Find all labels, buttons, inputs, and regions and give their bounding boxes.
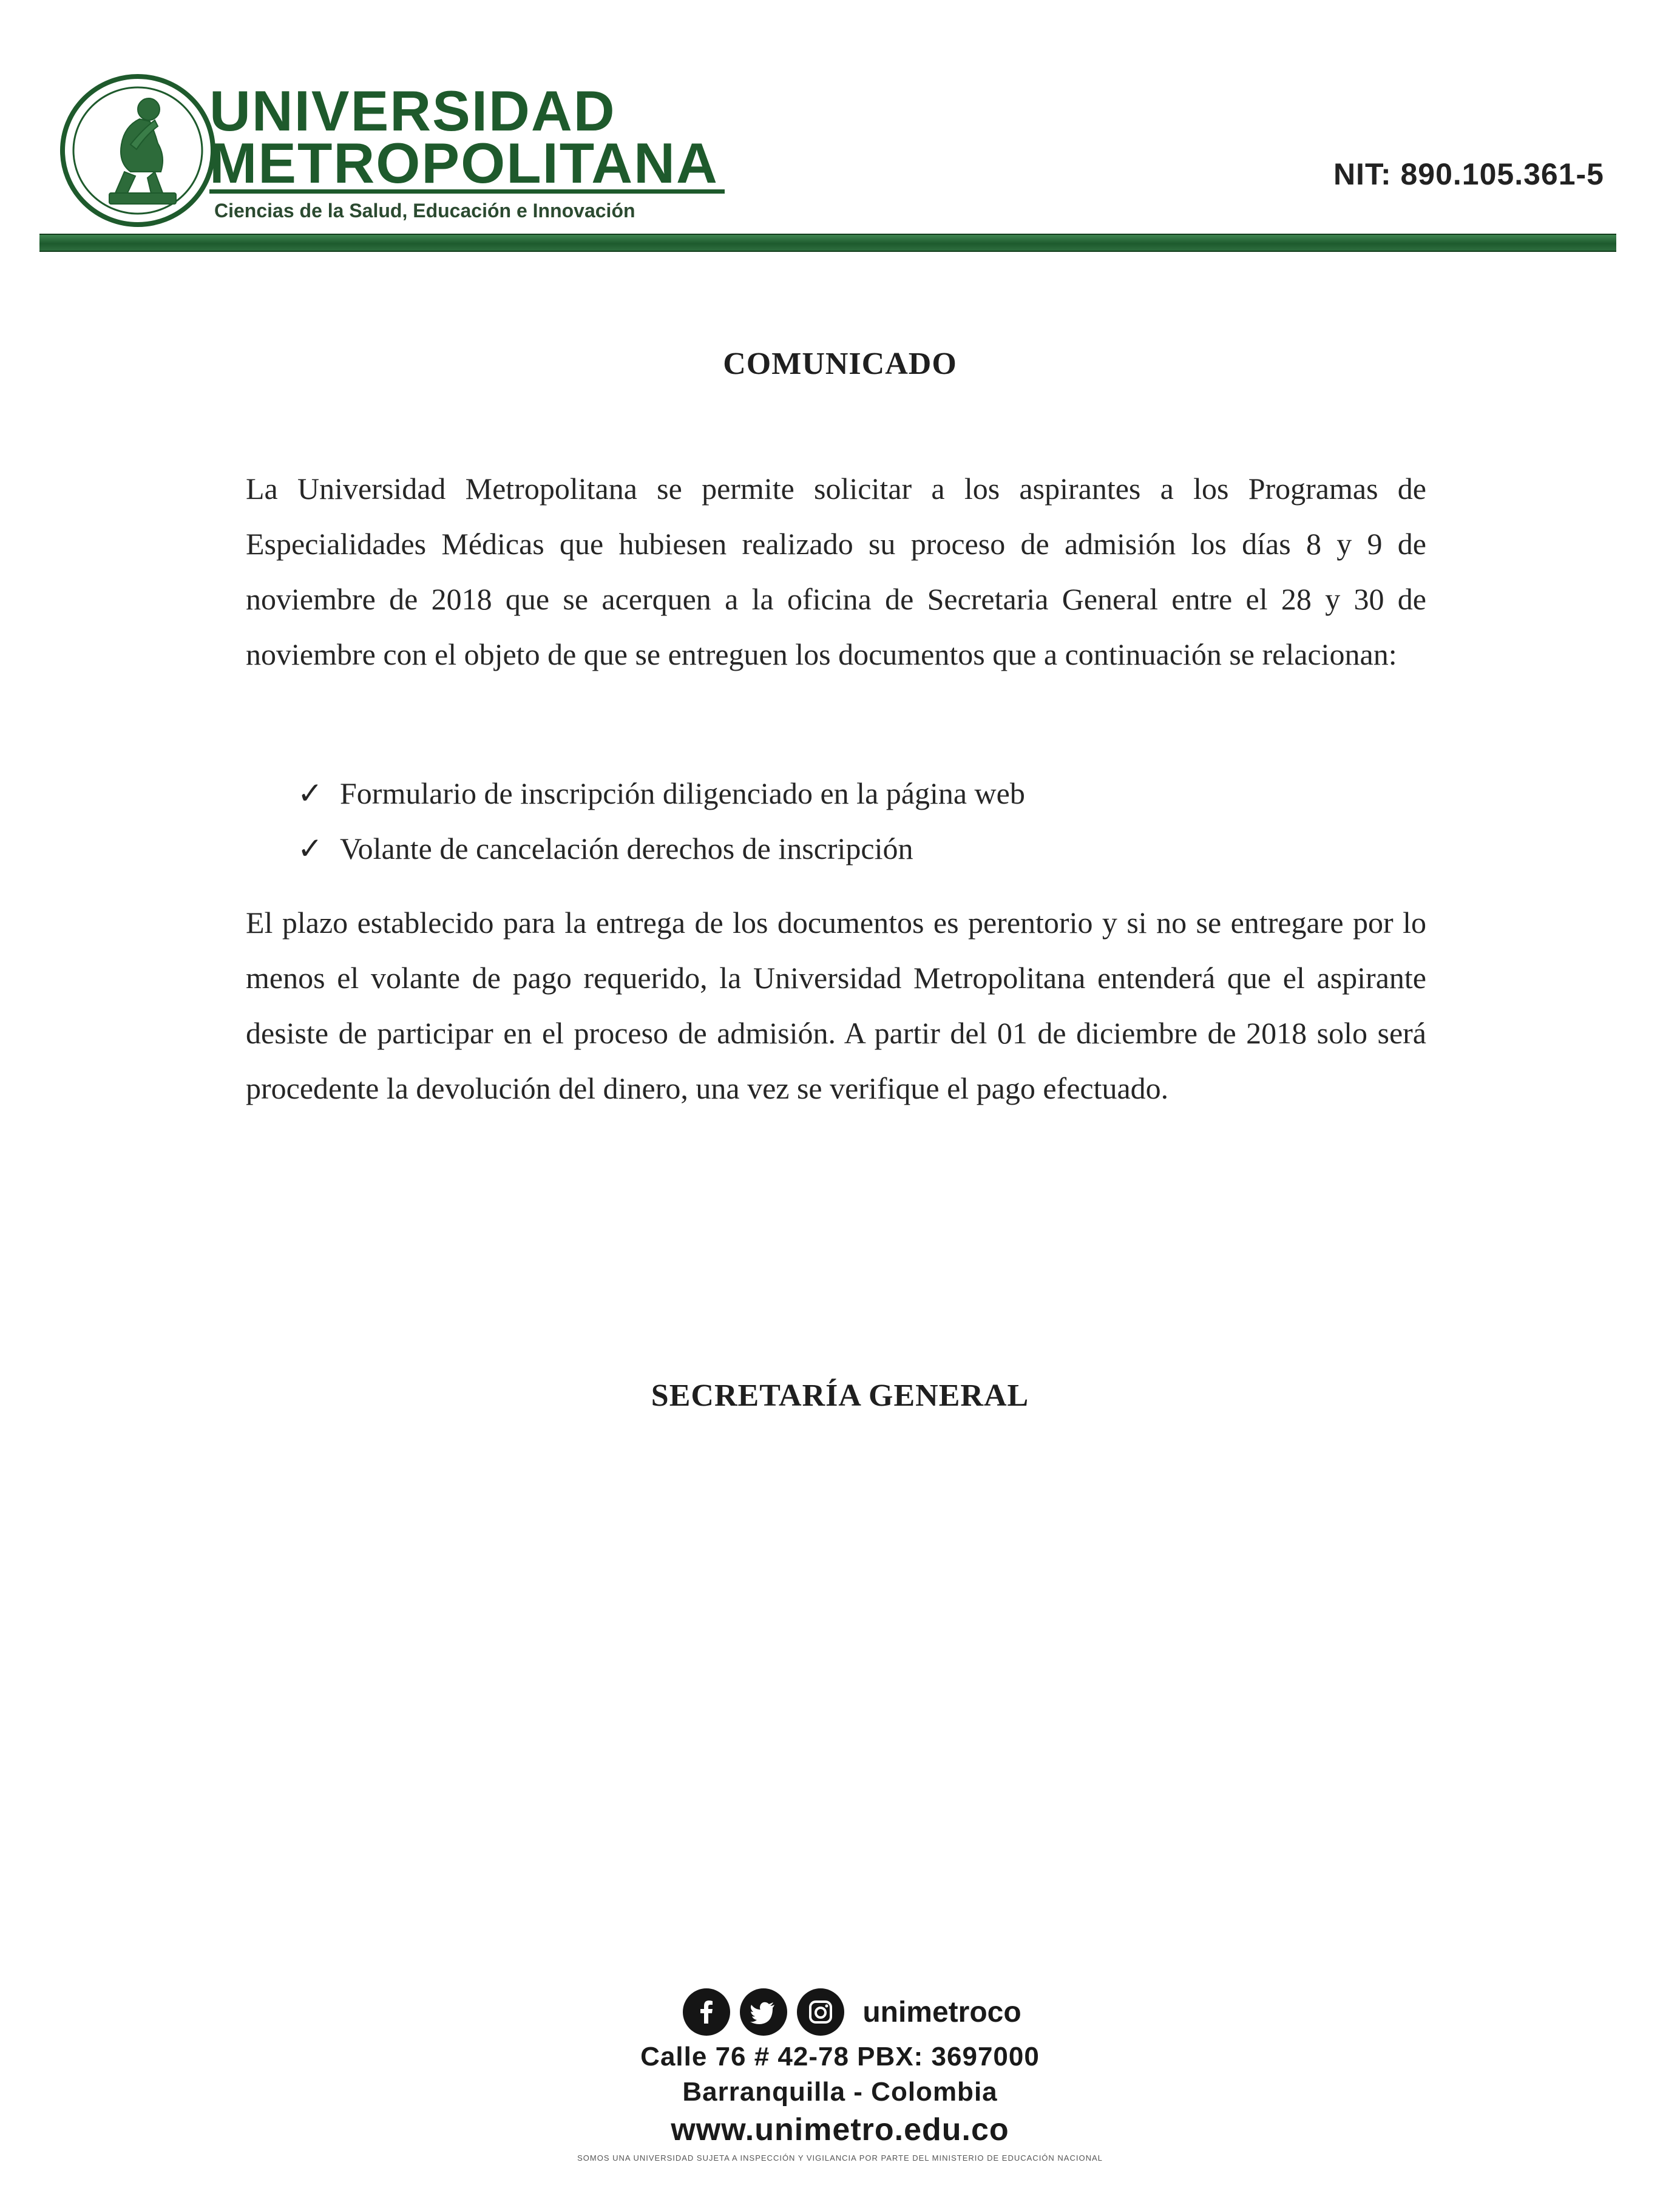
signature-block: SECRETARÍA GENERAL: [651, 1378, 1029, 1413]
list-item: [297, 821, 1025, 876]
checkmark-icon: ✓: [297, 832, 323, 866]
letterhead: [0, 0, 1680, 255]
social-links: [24, 1985, 1680, 2039]
body-paragraph-1: La Universidad Metropolitana se permite solicitar a los aspirantes a los Programas de Especialidades Médicas que hubiesen realizado su proceso de admisión los días 8 y 9 de noviembre de 2018 que se acerquen a la oficina de Secretaria General entre el 28 y 30 de noviembre con el objeto de que se entreguen los documentos que a continuación se relacionan:: [246, 472, 1426, 671]
list-item-text: Formulario de inscripción diligenciado en la página web: [340, 776, 1025, 810]
website-link[interactable]: www.unimetro.edu.co: [671, 2112, 1009, 2147]
instagram-icon[interactable]: [797, 1988, 844, 2036]
list-item: [297, 766, 1025, 821]
brand-line-2-wrap: [209, 131, 725, 195]
brand-tagline: Ciencias de la Salud, Educación e Innovación: [214, 200, 635, 222]
checkmark-icon: ✓: [297, 776, 323, 810]
list-item-text: Volante de cancelación derechos de inscripción: [340, 832, 913, 866]
body-paragraph-2: El plazo establecido para la entrega de los documentos es perentorio y si no se entregare por lo menos el volante de pago requerido, la Universidad Metropolitana entenderá que el aspirante desiste de participar en el proceso de admisión. A partir del 01 de diciembre de 2018 solo será procedente la devolución del dinero, una vez se verifique el pago efectuado.: [246, 906, 1426, 1105]
facebook-icon[interactable]: [683, 1988, 730, 2036]
thinker-statue-seal-icon: [58, 72, 218, 229]
social-handle: unimetroco: [862, 1996, 1021, 2028]
footer-legal-note: SOMOS UNA UNIVERSIDAD SUJETA A INSPECCIÓN Y VIGILANCIA POR PARTE DEL MINISTERIO DE EDUCACIÓN NACIONAL: [577, 2153, 1103, 2163]
nit-number: NIT: 890.105.361-5: [1333, 157, 1604, 191]
footer-city: Barranquilla - Colombia: [682, 2077, 998, 2107]
twitter-icon[interactable]: [740, 1988, 787, 2036]
header-divider-bar: [39, 234, 1616, 252]
required-documents-list: [297, 766, 1025, 876]
university-wordmark: [209, 79, 725, 222]
footer-address: Calle 76 # 42-78 PBX: 3697000: [640, 2042, 1040, 2072]
brand-line-1: UNIVERSIDAD: [209, 79, 616, 143]
footer: [0, 1985, 1680, 2163]
document-title: COMUNICADO: [723, 347, 957, 381]
brand-line-2: METROPOLITANA: [209, 131, 719, 195]
